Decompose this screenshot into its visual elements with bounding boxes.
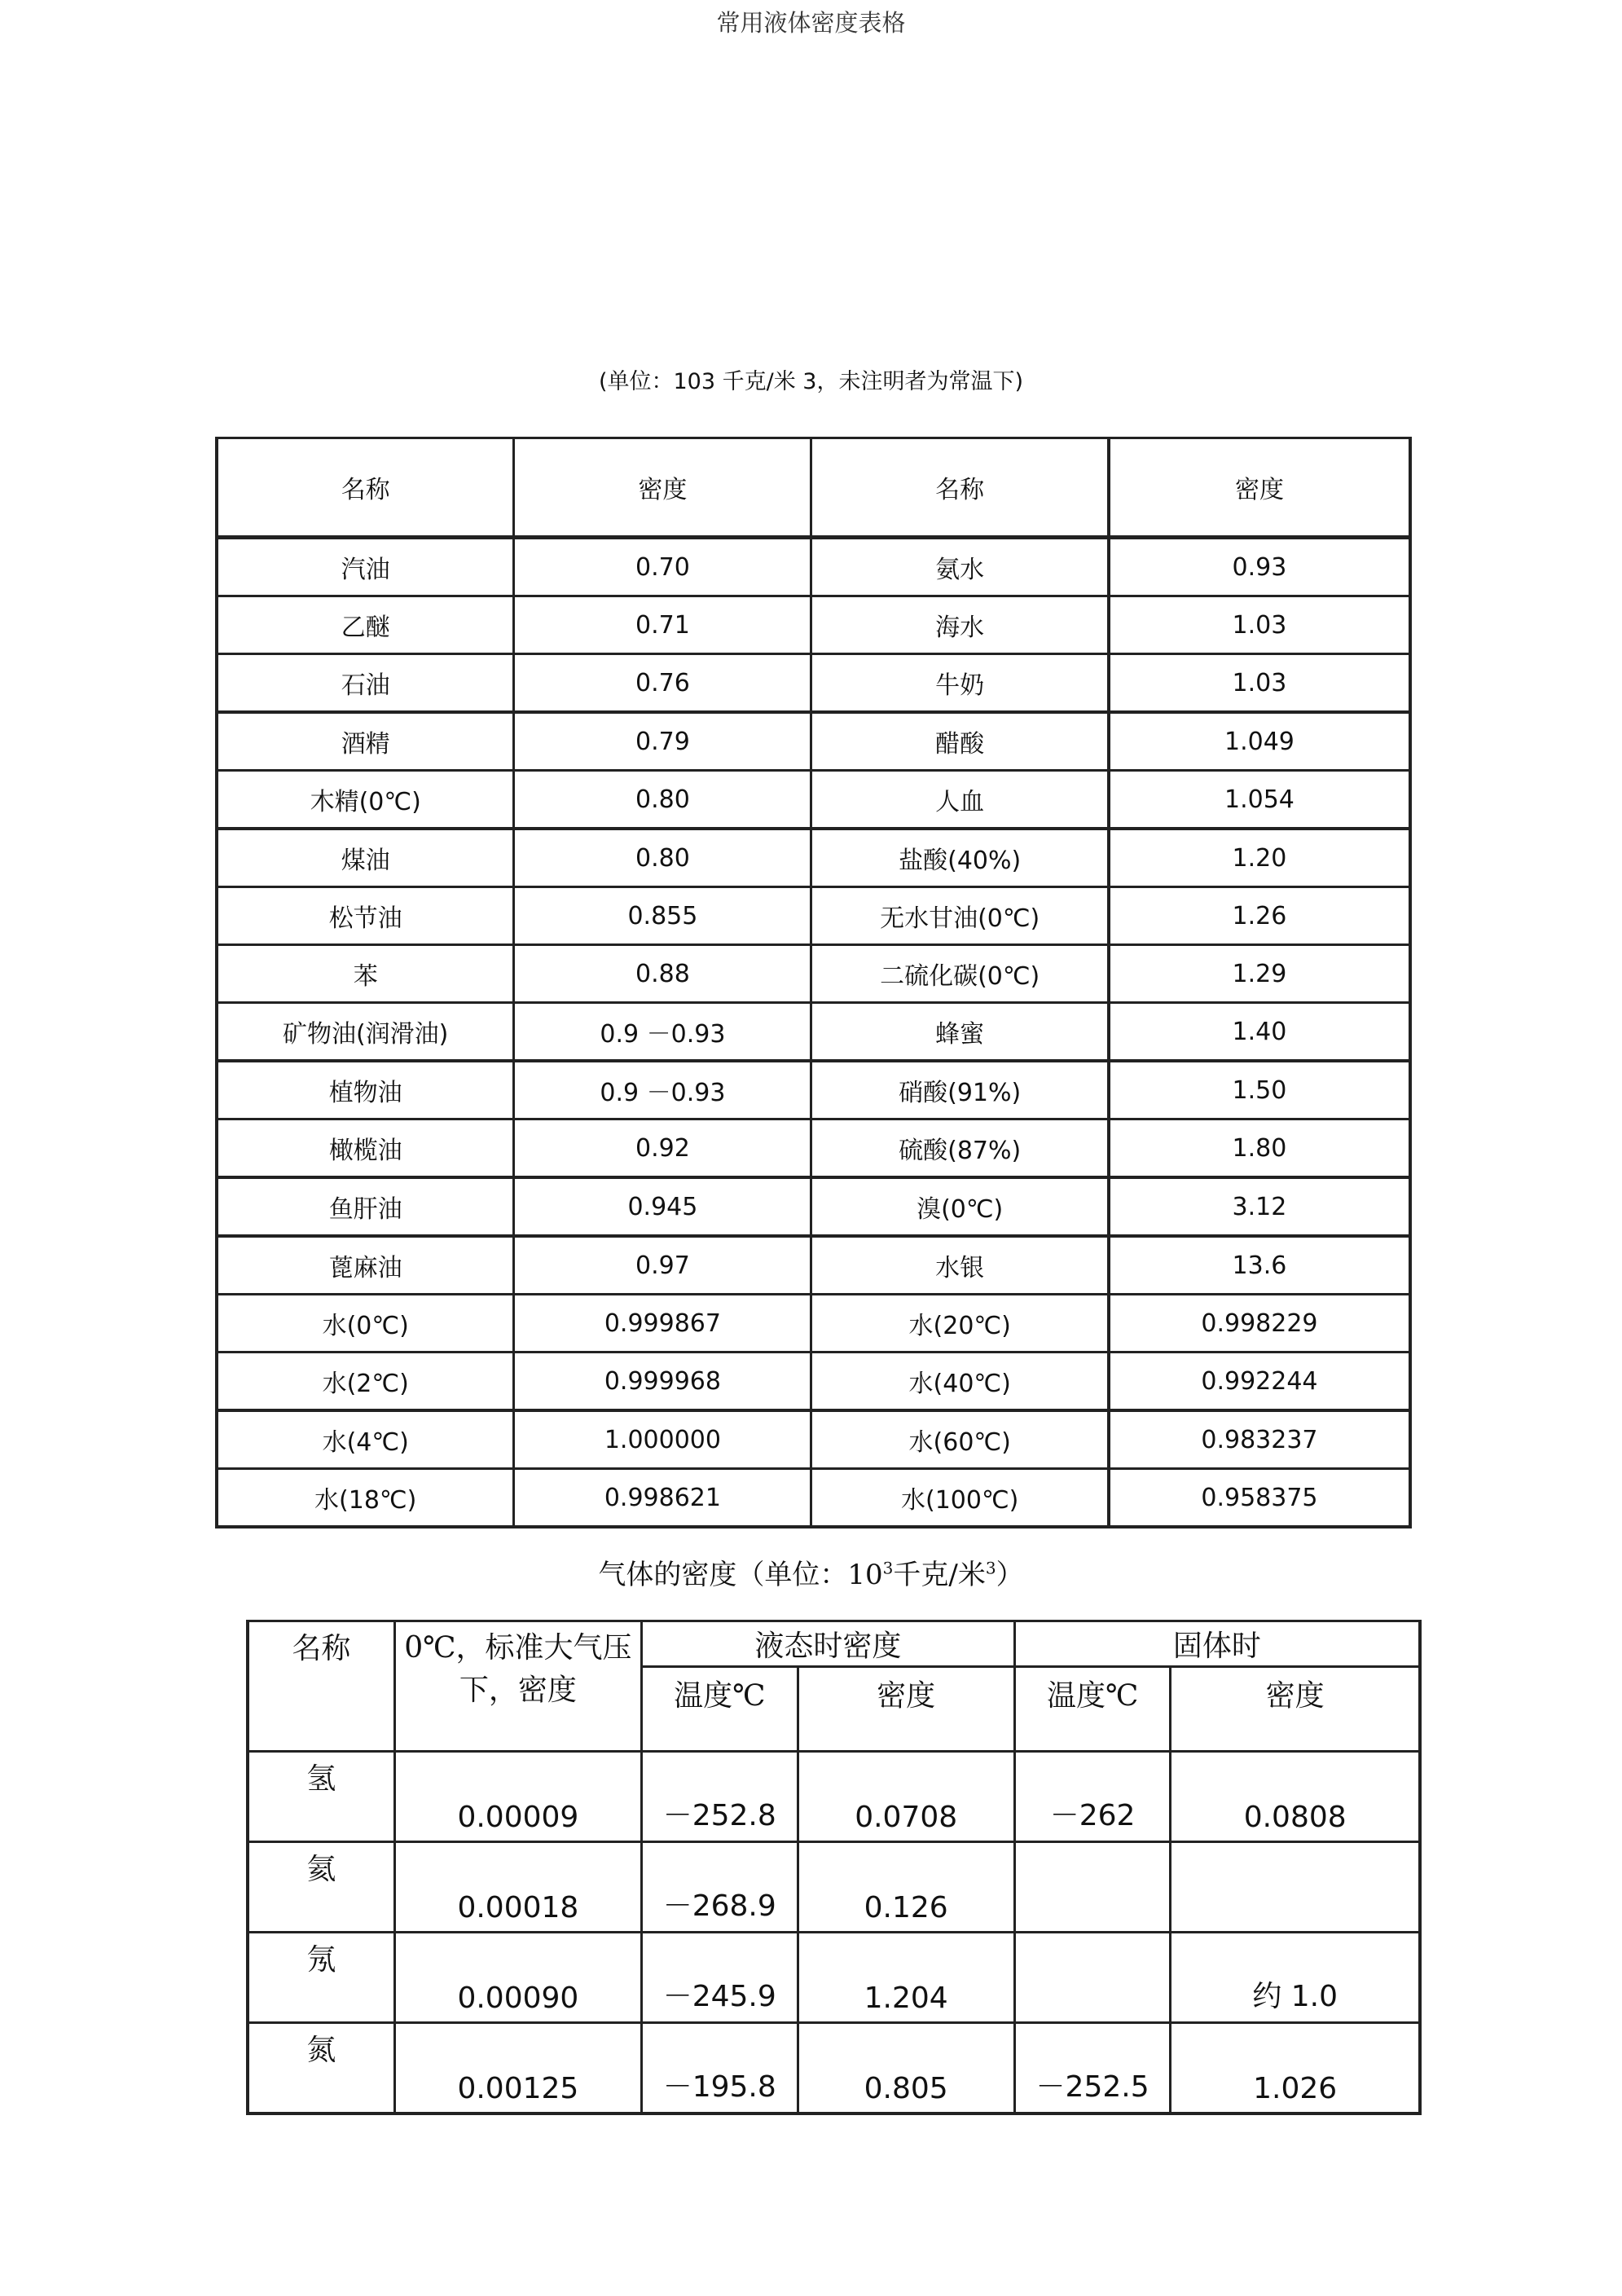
liquid-name-cell: 煤油 bbox=[217, 829, 514, 887]
liquid-name-cell: 乙醚 bbox=[217, 596, 514, 654]
liquid-name-cell: 蜂蜜 bbox=[811, 1003, 1109, 1062]
liquid-name-cell: 橄榄油 bbox=[217, 1119, 514, 1178]
liquid-density-cell: 1.40 bbox=[1109, 1003, 1410, 1062]
liquid-density-cell: 0.70 bbox=[514, 538, 811, 596]
liquid-name-cell: 酒精 bbox=[217, 712, 514, 771]
liquid-name-cell: 海水 bbox=[811, 596, 1109, 654]
gas-liquid-temp-cell: －195.8 bbox=[641, 2023, 798, 2114]
liquid-density-cell: 1.03 bbox=[1109, 654, 1410, 713]
gas-header-row-1 bbox=[248, 1621, 1420, 1667]
liquid-row bbox=[217, 1469, 1410, 1528]
gas-header-liquid-density: 密度 bbox=[798, 1667, 1014, 1752]
page-header-title: 常用液体密度表格 bbox=[716, 9, 906, 37]
gas-standard-density-cell: 0.00009 bbox=[394, 1752, 641, 1842]
header-density-1: 密度 bbox=[514, 438, 811, 538]
liquid-density-cell: 0.999867 bbox=[514, 1295, 811, 1353]
liquid-name-cell: 石油 bbox=[217, 654, 514, 713]
liquid-density-cell: 0.983237 bbox=[1109, 1410, 1410, 1469]
liquid-row bbox=[217, 1295, 1410, 1353]
liquid-name-cell: 鱼肝油 bbox=[217, 1177, 514, 1236]
header-name-1: 名称 bbox=[217, 438, 514, 538]
liquid-density-cell: 0.80 bbox=[514, 771, 811, 829]
liquid-density-cell: 0.998229 bbox=[1109, 1295, 1410, 1353]
gas-header-name: 名称 bbox=[248, 1621, 394, 1752]
gas-liquid-temp-cell: －245.9 bbox=[641, 1933, 798, 2023]
gas-title-sup2: 3 bbox=[985, 1558, 996, 1578]
liquid-name-cell: 汽油 bbox=[217, 538, 514, 596]
liquid-table-body bbox=[217, 438, 1410, 1528]
liquid-density-cell: 1.049 bbox=[1109, 712, 1410, 771]
liquid-row bbox=[217, 538, 1410, 596]
gas-solid-temp-cell: －262 bbox=[1014, 1752, 1171, 1842]
liquid-density-table bbox=[215, 437, 1412, 1528]
header-name-2: 名称 bbox=[811, 438, 1109, 538]
liquid-row bbox=[217, 1119, 1410, 1178]
gas-liquid-density-cell: 1.204 bbox=[798, 1933, 1014, 2023]
gas-density-table bbox=[246, 1620, 1422, 2115]
liquid-density-cell: 1.50 bbox=[1109, 1061, 1410, 1119]
liquid-row bbox=[217, 771, 1410, 829]
liquid-name-cell: 植物油 bbox=[217, 1061, 514, 1119]
gas-name-cell: 氦 bbox=[248, 1842, 394, 1933]
liquid-name-cell: 松节油 bbox=[217, 887, 514, 945]
gas-row bbox=[248, 2023, 1420, 2114]
gas-header-liquid-group: 液态时密度 bbox=[641, 1621, 1014, 1667]
gas-liquid-density-cell: 0.126 bbox=[798, 1842, 1014, 1933]
gas-header-standard-line2: 下，密度 bbox=[459, 1674, 577, 1707]
liquid-name-cell: 水(40℃) bbox=[811, 1353, 1109, 1411]
gas-standard-density-cell: 0.00125 bbox=[394, 2023, 641, 2114]
liquid-density-cell: 0.76 bbox=[514, 654, 811, 713]
gas-title-suffix: ） bbox=[996, 1559, 1024, 1591]
liquid-density-cell: 0.79 bbox=[514, 712, 811, 771]
liquid-name-cell: 二硫化碳(0℃) bbox=[811, 945, 1109, 1003]
liquid-name-cell: 溴(0℃) bbox=[811, 1177, 1109, 1236]
liquid-row bbox=[217, 945, 1410, 1003]
gas-table-body bbox=[248, 1621, 1420, 2114]
liquid-name-cell: 木精(0℃) bbox=[217, 771, 514, 829]
gas-row bbox=[248, 1752, 1420, 1842]
liquid-density-cell: 1.000000 bbox=[514, 1410, 811, 1469]
gas-title-sup: 3 bbox=[882, 1558, 894, 1578]
gas-solid-temp-cell bbox=[1014, 1933, 1171, 2023]
liquid-density-cell: 1.26 bbox=[1109, 887, 1410, 945]
liquid-row bbox=[217, 887, 1410, 945]
gas-header-solid-temp: 温度℃ bbox=[1014, 1667, 1171, 1752]
liquid-name-cell: 醋酸 bbox=[811, 712, 1109, 771]
liquid-unit-note: (单位：103 千克/米 3，未注明者为常温下) bbox=[598, 369, 1024, 394]
liquid-name-cell: 无水甘油(0℃) bbox=[811, 887, 1109, 945]
liquid-name-cell: 硝酸(91%) bbox=[811, 1061, 1109, 1119]
gas-standard-density-cell: 0.00018 bbox=[394, 1842, 641, 1933]
gas-header-liquid-temp: 温度℃ bbox=[641, 1667, 798, 1752]
liquid-density-cell: 13.6 bbox=[1109, 1236, 1410, 1295]
liquid-name-cell: 盐酸(40%) bbox=[811, 829, 1109, 887]
liquid-header-row bbox=[217, 438, 1410, 538]
liquid-density-cell: 0.9 －0.93 bbox=[514, 1061, 811, 1119]
liquid-name-cell: 水(2℃) bbox=[217, 1353, 514, 1411]
liquid-row bbox=[217, 1003, 1410, 1062]
liquid-name-cell: 硫酸(87%) bbox=[811, 1119, 1109, 1178]
liquid-name-cell: 水(18℃) bbox=[217, 1469, 514, 1528]
liquid-row bbox=[217, 596, 1410, 654]
gas-liquid-temp-cell: －252.8 bbox=[641, 1752, 798, 1842]
liquid-density-cell: 0.992244 bbox=[1109, 1353, 1410, 1411]
gas-solid-density-cell bbox=[1171, 1842, 1420, 1933]
liquid-name-cell: 水(4℃) bbox=[217, 1410, 514, 1469]
gas-title-mid: 千克/米 bbox=[893, 1559, 986, 1591]
gas-name-cell: 氖 bbox=[248, 1933, 394, 2023]
gas-header-solid-density: 密度 bbox=[1171, 1667, 1420, 1752]
gas-liquid-density-cell: 0.0708 bbox=[798, 1752, 1014, 1842]
liquid-name-cell: 蓖麻油 bbox=[217, 1236, 514, 1295]
liquid-density-cell: 0.998621 bbox=[514, 1469, 811, 1528]
gas-header-standard-line1: 0℃，标准大气压 bbox=[404, 1631, 632, 1665]
liquid-density-cell: 1.03 bbox=[1109, 596, 1410, 654]
liquid-density-cell: 1.054 bbox=[1109, 771, 1410, 829]
liquid-density-cell: 0.93 bbox=[1109, 538, 1410, 596]
liquid-name-cell: 水银 bbox=[811, 1236, 1109, 1295]
liquid-density-cell: 0.88 bbox=[514, 945, 811, 1003]
liquid-name-cell: 苯 bbox=[217, 945, 514, 1003]
gas-table-title bbox=[0, 1552, 1622, 1592]
liquid-name-cell: 人血 bbox=[811, 771, 1109, 829]
liquid-row bbox=[217, 712, 1410, 771]
liquid-density-cell: 0.92 bbox=[514, 1119, 811, 1178]
liquid-density-cell: 1.20 bbox=[1109, 829, 1410, 887]
liquid-row bbox=[217, 1410, 1410, 1469]
gas-row bbox=[248, 1933, 1420, 2023]
liquid-density-cell: 0.71 bbox=[514, 596, 811, 654]
liquid-density-cell: 0.855 bbox=[514, 887, 811, 945]
liquid-row bbox=[217, 829, 1410, 887]
gas-title-prefix: 气体的密度（单位：10 bbox=[598, 1559, 883, 1591]
liquid-name-cell: 氨水 bbox=[811, 538, 1109, 596]
gas-header-solid-group: 固体时 bbox=[1014, 1621, 1420, 1667]
gas-name-cell: 氢 bbox=[248, 1752, 394, 1842]
liquid-density-cell: 0.80 bbox=[514, 829, 811, 887]
liquid-name-cell: 水(100℃) bbox=[811, 1469, 1109, 1528]
gas-solid-density-cell: 1.026 bbox=[1171, 2023, 1420, 2114]
gas-solid-density-cell: 0.0808 bbox=[1171, 1752, 1420, 1842]
liquid-density-cell: 1.29 bbox=[1109, 945, 1410, 1003]
liquid-name-cell: 水(20℃) bbox=[811, 1295, 1109, 1353]
gas-liquid-density-cell: 0.805 bbox=[798, 2023, 1014, 2114]
liquid-density-cell: 0.999968 bbox=[514, 1353, 811, 1411]
liquid-name-cell: 水(60℃) bbox=[811, 1410, 1109, 1469]
liquid-row bbox=[217, 654, 1410, 713]
gas-solid-density-cell: 约 1.0 bbox=[1171, 1933, 1420, 2023]
liquid-row bbox=[217, 1353, 1410, 1411]
gas-solid-temp-cell: －252.5 bbox=[1014, 2023, 1171, 2114]
header-density-2: 密度 bbox=[1109, 438, 1410, 538]
gas-liquid-temp-cell: －268.9 bbox=[641, 1842, 798, 1933]
liquid-name-cell: 水(0℃) bbox=[217, 1295, 514, 1353]
liquid-name-cell: 牛奶 bbox=[811, 654, 1109, 713]
liquid-density-cell: 0.958375 bbox=[1109, 1469, 1410, 1528]
liquid-name-cell: 矿物油(润滑油) bbox=[217, 1003, 514, 1062]
liquid-density-cell: 0.945 bbox=[514, 1177, 811, 1236]
liquid-row bbox=[217, 1236, 1410, 1295]
gas-row bbox=[248, 1842, 1420, 1933]
liquid-row bbox=[217, 1061, 1410, 1119]
liquid-density-cell: 0.9 －0.93 bbox=[514, 1003, 811, 1062]
gas-name-cell: 氮 bbox=[248, 2023, 394, 2114]
gas-standard-density-cell: 0.00090 bbox=[394, 1933, 641, 2023]
liquid-density-cell: 1.80 bbox=[1109, 1119, 1410, 1178]
liquid-density-cell: 0.97 bbox=[514, 1236, 811, 1295]
liquid-row bbox=[217, 1177, 1410, 1236]
liquid-density-cell: 3.12 bbox=[1109, 1177, 1410, 1236]
gas-header-standard-density bbox=[394, 1621, 641, 1752]
gas-solid-temp-cell bbox=[1014, 1842, 1171, 1933]
